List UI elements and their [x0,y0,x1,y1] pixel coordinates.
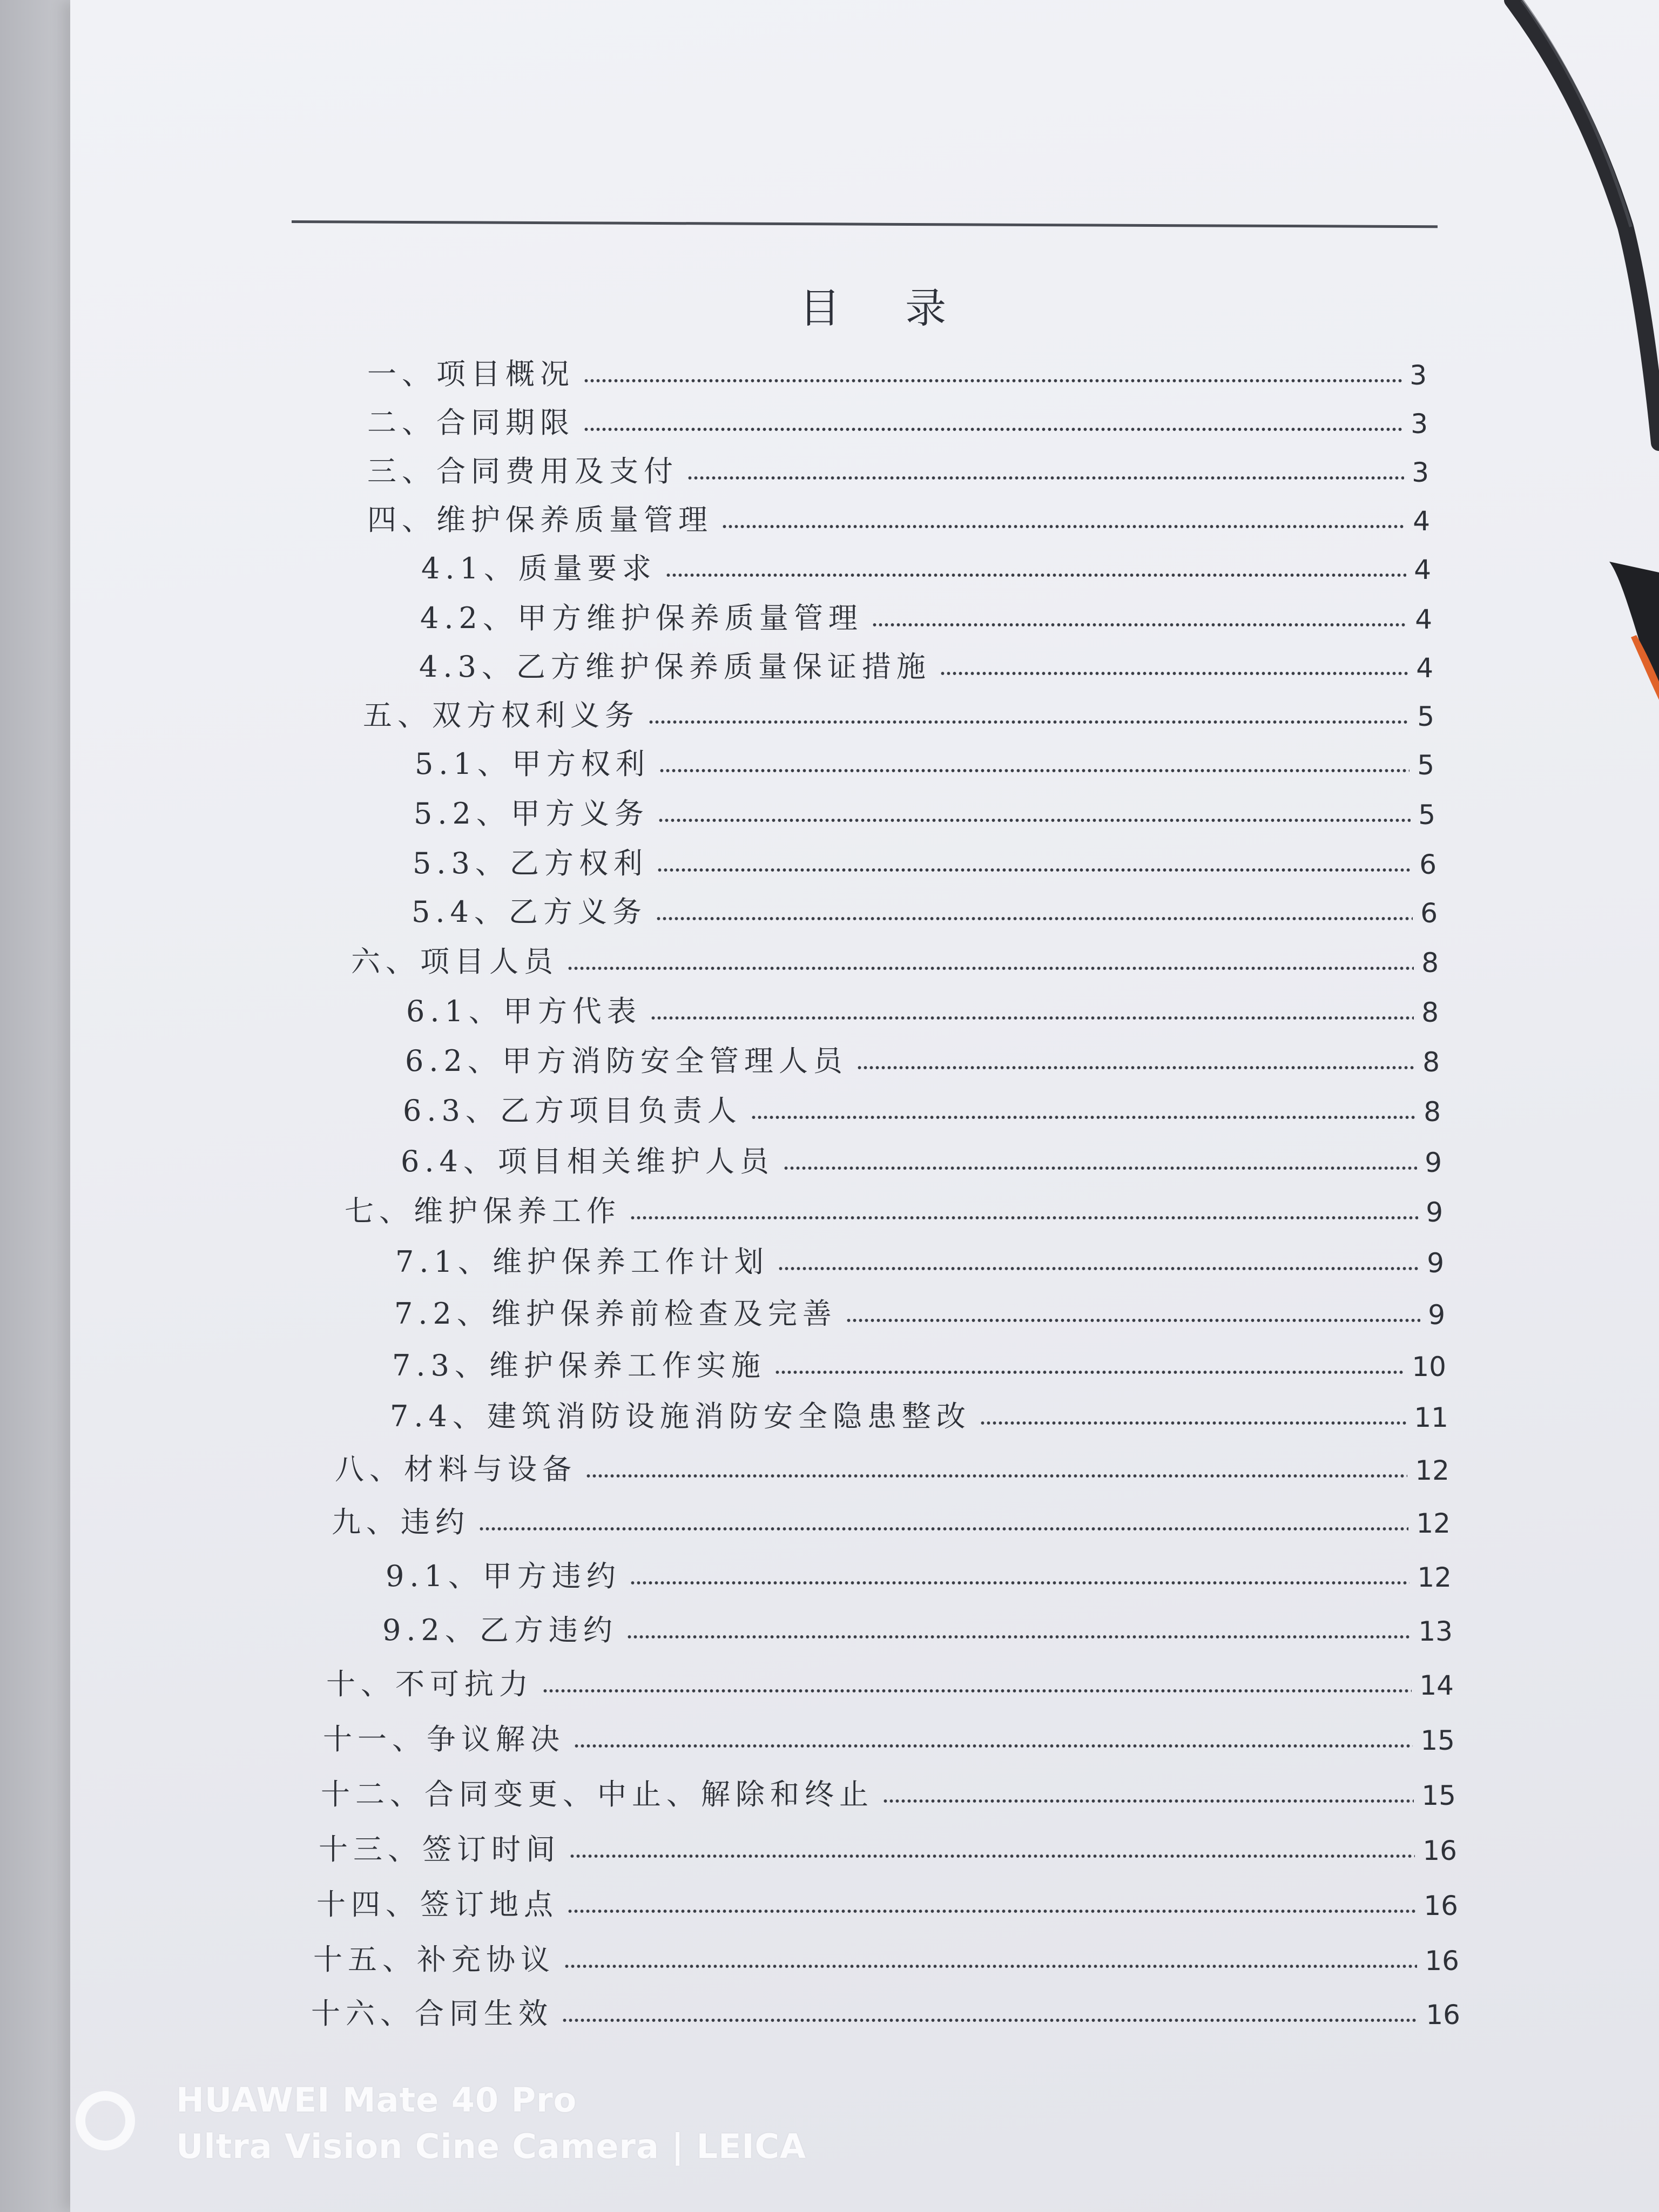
toc-entry-label: 7.2、维护保养前检查及完善 [394,1297,837,1331]
toc-entry-label: 7.4、建筑消防设施消防安全隐患整改 [390,1399,971,1433]
toc-entry-page: 8 [1424,1096,1441,1128]
toc-entry-label: 二、合同期限 [367,406,575,440]
toc-leader-dots [648,719,1410,725]
toc-entry [326,1656,1454,1699]
toc-entry-label: 9.1、甲方违约 [386,1559,621,1593]
toc-leader-dots [659,768,1410,773]
toc-entry [311,1985,1460,2031]
toc-entry-label: 4.1、质量要求 [421,551,657,585]
toc-leader-dots [857,1065,1415,1070]
toc-entry [394,1285,1445,1331]
toc-entry-label: 三、合同费用及支付 [367,454,678,488]
toc-entry-page: 16 [1422,1835,1457,1866]
toc-entry-page: 4 [1414,554,1431,585]
toc-entry-label: 四、维护保养质量管理 [367,503,713,537]
toc-entry-label: 5.2、甲方义务 [414,797,649,831]
toc-leader-dots [567,1908,1416,1914]
toc-entry-page: 4 [1415,604,1432,635]
toc-entry-page: 4 [1413,505,1430,537]
toc-entry-page: 15 [1421,1780,1456,1811]
toc-entry-page: 5 [1417,701,1434,732]
toc-entry-label: 4.3、乙方维护保养质量保证措施 [419,650,931,684]
toc-entry-page: 8 [1422,1047,1440,1078]
toc-entry [412,884,1438,927]
toc-entry [421,540,1431,583]
toc-entry-label: 八、材料与设备 [335,1452,577,1486]
toc-entry-page: 8 [1421,947,1439,979]
toc-entry-page: 12 [1416,1508,1451,1539]
toc-entry-label: 6.2、甲方消防安全管理人员 [405,1044,848,1078]
toc-entry [382,1602,1453,1645]
toc-entry [367,394,1428,440]
toc-leader-dots [658,818,1411,823]
toc-entry-page: 8 [1421,997,1439,1028]
camera-model: HUAWEI Mate 40 Pro [176,2080,577,2120]
toc-entry-page: 6 [1420,898,1438,929]
toc-entry-page: 3 [1412,457,1429,488]
toc-title: 目 录 [799,284,973,332]
toc-entry-label: 一、项目概况 [367,357,575,391]
toc-leader-dots [846,1318,1420,1323]
toc-leader-dots [562,2018,1418,2023]
toc-leader-dots [665,572,1406,578]
toc-entry-label: 十六、合同生效 [311,1997,553,2031]
toc-entry-label: 7.1、维护保养工作计划 [395,1245,769,1279]
toc-entry [420,590,1432,633]
toc-leader-dots [650,1015,1414,1021]
toc-entry [415,736,1434,779]
toc-leader-dots [778,1266,1419,1271]
toc-entry-page: 10 [1412,1351,1446,1382]
toc-leader-dots [569,1853,1415,1859]
toc-entry [319,1821,1457,1864]
toc-entry [390,1388,1448,1431]
toc-leader-dots [980,1420,1406,1426]
toc-entry-label: 七、维护保养工作 [345,1194,621,1228]
toc-entry-page: 9 [1428,1299,1445,1331]
toc-entry-page: 16 [1425,1945,1459,1977]
toc-leader-dots [656,916,1413,921]
toc-entry [367,491,1430,535]
toc-leader-dots [583,427,1403,432]
toc-entry-label: 十二、合同变更、中止、解除和终止 [321,1777,874,1811]
toc-entry-label: 4.2、甲方维护保养质量管理 [420,601,863,635]
toc-entry-page: 13 [1418,1616,1453,1647]
toc-entry-label: 十、不可抗力 [326,1667,534,1701]
toc-entry-label: 9.2、乙方违约 [382,1613,618,1647]
toc-entry-label: 六、项目人员 [351,945,558,979]
toc-entry-label: 五、双方权利义务 [363,698,639,732]
toc-entry-label: 6.3、乙方项目负责人 [403,1094,742,1128]
toc-leader-dots [774,1370,1404,1375]
toc-entry [367,346,1427,389]
toc-leader-dots [872,622,1407,628]
toc-entry [392,1337,1446,1380]
toc-entry-label: 九、违约 [332,1505,470,1539]
toc-leader-dots [574,1743,1413,1749]
toc-entry-page: 5 [1418,799,1435,831]
toc-entry [413,835,1437,878]
toc-entry [313,1931,1459,1977]
toc-entry-page: 12 [1415,1455,1449,1486]
toc-entry-label: 十一、争议解决 [323,1722,565,1756]
toc-entry [321,1766,1456,1809]
toc-leader-dots [478,1526,1408,1532]
toc-entry [345,1183,1443,1226]
toc-entry-page: 16 [1424,1890,1458,1921]
toc-entry-label: 十五、补充协议 [313,1943,555,1977]
toc-leader-dots [630,1580,1410,1586]
toc-entry-page: 9 [1426,1197,1443,1228]
toc-entry [332,1494,1451,1537]
toc-entry [405,1033,1440,1076]
toc-entry [395,1233,1444,1277]
toc-leader-dots [783,1165,1417,1171]
toc-leader-dots [657,867,1412,873]
toc-entry [401,1133,1442,1176]
toc-entry [323,1711,1455,1754]
toc-entry-page: 3 [1410,360,1427,391]
toc-leader-dots [882,1798,1414,1804]
toc-leader-dots [583,378,1402,383]
toc-entry [351,933,1439,979]
camera-lens: Ultra Vision Cine Camera | LEICA [176,2127,807,2166]
toc-leader-dots [567,966,1414,971]
toc-entry-label: 5.4、乙方义务 [412,895,647,929]
toc-entry [403,1082,1441,1128]
toc-entry-page: 6 [1419,849,1437,880]
toc-leader-dots [630,1215,1418,1220]
toc-entry-page: 3 [1411,408,1428,440]
toc-entry-page: 11 [1414,1402,1448,1433]
toc-entry [363,687,1434,730]
toc-entry-page: 14 [1419,1670,1454,1701]
toc-entry-label: 6.1、甲方代表 [406,994,642,1028]
toc-entry-page: 9 [1425,1147,1442,1178]
circle-icon [76,2091,135,2150]
toc-entry [367,443,1429,486]
toc-entry-label: 十四、签订地点 [316,1887,558,1921]
toc-entry-label: 5.1、甲方权利 [415,747,650,781]
toc-leader-dots [564,1964,1417,1969]
toc-entry-page: 12 [1417,1562,1452,1593]
toc-entry-label: 十三、签订时间 [319,1832,561,1866]
toc-entry-page: 5 [1417,750,1434,781]
toc-entry [414,785,1435,831]
toc-entry-label: 7.3、维护保养工作实施 [392,1348,766,1382]
toc-leader-dots [940,671,1408,676]
toc-entry-label: 6.4、项目相关维护人员 [401,1144,774,1178]
toc-entry-label: 5.3、乙方权利 [413,846,648,880]
toc-entry [335,1441,1449,1484]
toc-entry-page: 4 [1416,652,1433,684]
toc-entry [406,983,1439,1026]
toc-leader-dots [721,524,1405,529]
toc-entry-page: 16 [1426,1999,1460,2031]
toc-entry-page: 15 [1420,1725,1455,1756]
toc-entry-page: 9 [1427,1247,1444,1279]
toc-leader-dots [542,1688,1412,1694]
toc-entry [419,638,1433,682]
toc-leader-dots [585,1473,1407,1479]
toc-entry [386,1548,1452,1591]
toc-leader-dots [626,1634,1411,1640]
camera-watermark [76,2074,940,2182]
toc-leader-dots [751,1115,1416,1120]
toc-leader-dots [687,475,1404,481]
toc-entry [316,1876,1458,1919]
